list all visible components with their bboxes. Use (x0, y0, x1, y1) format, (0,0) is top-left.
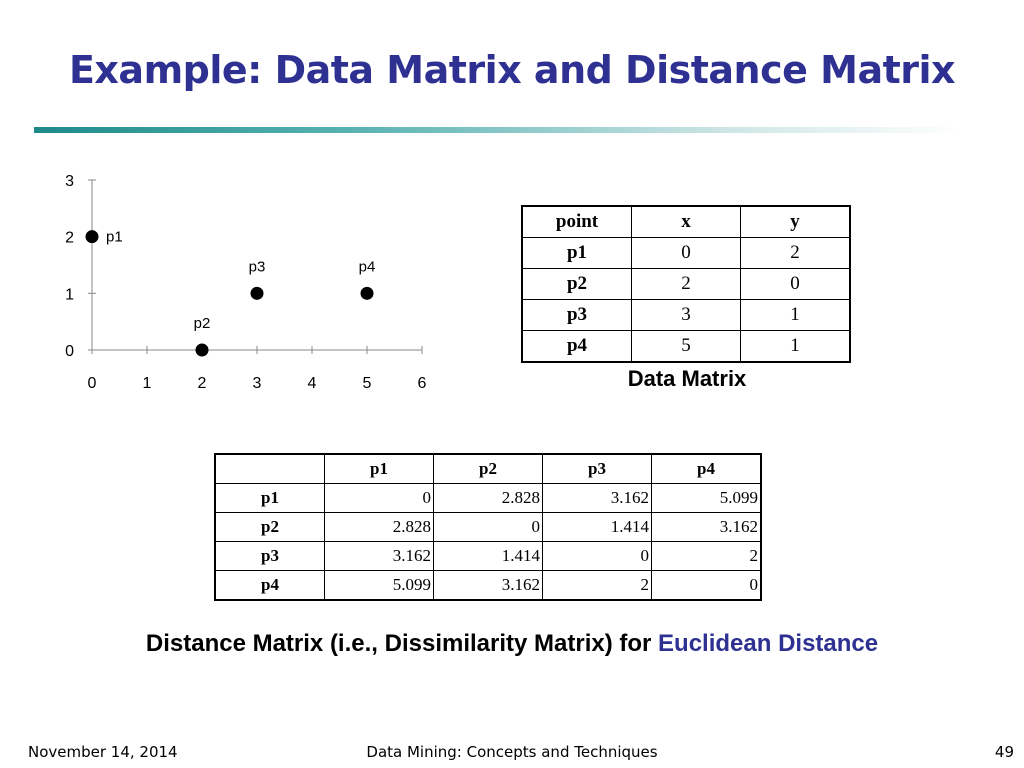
distance-matrix-header: p3 (543, 454, 652, 484)
table-cell: 3.162 (543, 484, 652, 513)
table-row (215, 542, 761, 571)
point-label-p3: p3 (248, 258, 266, 276)
row-label: p4 (522, 331, 632, 363)
table-cell: 5.099 (325, 571, 434, 601)
table-cell: 2.828 (434, 484, 543, 513)
data-point-p3 (251, 287, 264, 300)
x-tick-label: 2 (197, 375, 207, 392)
table-cell: 3.162 (325, 542, 434, 571)
slide-title: Example: Data Matrix and Distance Matrix (68, 48, 956, 92)
table-row (522, 331, 850, 363)
row-label: p2 (522, 269, 632, 300)
data-matrix-table (521, 205, 851, 363)
table-row (215, 484, 761, 513)
table-cell: 3.162 (652, 513, 762, 542)
distance-matrix-caption (0, 630, 1024, 658)
distance-matrix-table (214, 453, 762, 601)
table-cell: 2 (632, 269, 741, 300)
table-cell: 1.414 (543, 513, 652, 542)
table-cell: 0 (741, 269, 851, 300)
y-tick-label: 3 (65, 173, 74, 190)
data-point-p2 (196, 344, 209, 357)
x-tick-label: 6 (417, 375, 427, 392)
data-point-p4 (361, 287, 374, 300)
distance-matrix-header: p1 (325, 454, 434, 484)
distance-matrix-header (215, 454, 325, 484)
x-tick-label: 0 (87, 375, 97, 392)
row-label: p2 (215, 513, 325, 542)
point-label-p4: p4 (358, 258, 376, 276)
row-label: p1 (215, 484, 325, 513)
table-cell: 5 (632, 331, 741, 363)
table-cell: 0 (434, 513, 543, 542)
table-row (522, 238, 850, 269)
footer-page-number: 49 (994, 743, 1014, 761)
table-row (522, 300, 850, 331)
data-matrix-header: y (741, 206, 851, 238)
distance-matrix-header: p4 (652, 454, 762, 484)
distance-matrix-header-row (215, 454, 761, 484)
y-tick-label: 1 (65, 286, 74, 304)
title-divider (34, 127, 964, 133)
x-tick-label: 4 (307, 375, 317, 392)
table-row (522, 269, 850, 300)
data-matrix-header: x (632, 206, 741, 238)
table-cell: 0 (543, 542, 652, 571)
x-tick-label: 3 (252, 375, 262, 392)
row-label: p3 (215, 542, 325, 571)
table-cell: 2 (652, 542, 762, 571)
footer-course: Data Mining: Concepts and Techniques (366, 743, 658, 761)
y-tick-label: 0 (65, 343, 74, 360)
table-cell: 1 (741, 300, 851, 331)
table-cell: 2 (543, 571, 652, 601)
table-cell: 2 (741, 238, 851, 269)
point-label-p1: p1 (106, 228, 123, 246)
row-label: p3 (522, 300, 632, 331)
table-row (215, 513, 761, 542)
table-cell: 3 (632, 300, 741, 331)
x-tick-label: 1 (142, 375, 152, 392)
y-tick-label: 2 (65, 229, 74, 247)
table-cell: 5.099 (652, 484, 762, 513)
footer-date: November 14, 2014 (28, 743, 178, 761)
table-cell: 1.414 (434, 542, 543, 571)
distance-matrix-header: p2 (434, 454, 543, 484)
table-cell: 3.162 (434, 571, 543, 601)
table-cell: 2.828 (325, 513, 434, 542)
distance-caption-prefix: Distance Matrix (i.e., Dissimilarity Matrix) for (145, 630, 659, 657)
data-matrix-caption: Data Matrix (627, 366, 747, 391)
table-cell: 0 (325, 484, 434, 513)
row-label: p4 (215, 571, 325, 601)
data-matrix-header: point (522, 206, 632, 238)
distance-caption-highlight: Euclidean Distance (658, 630, 879, 657)
table-cell: 0 (632, 238, 741, 269)
scatter-chart (40, 160, 440, 395)
table-row (215, 571, 761, 601)
data-matrix-header-row (522, 206, 850, 238)
point-label-p2: p2 (193, 315, 211, 332)
row-label: p1 (522, 238, 632, 269)
table-cell: 1 (741, 331, 851, 363)
data-point-p1 (86, 230, 99, 243)
table-cell: 0 (652, 571, 762, 601)
x-tick-label: 5 (362, 375, 372, 392)
